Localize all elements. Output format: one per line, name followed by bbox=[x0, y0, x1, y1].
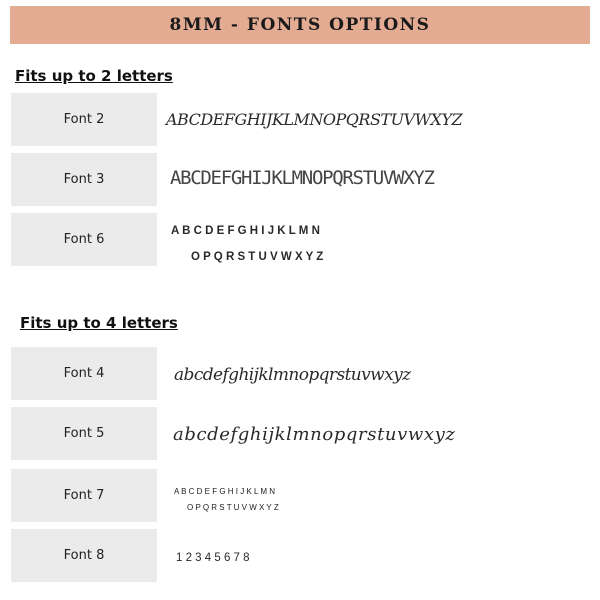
section-title-2-letters: Fits up to 2 letters bbox=[15, 67, 173, 85]
font-4-label: Font 4 bbox=[11, 347, 157, 400]
page-banner bbox=[10, 6, 590, 44]
font-6-sample-line2: O P Q R S T U V W X Y Z bbox=[191, 251, 324, 263]
section-title-4-letters: Fits up to 4 letters bbox=[20, 314, 178, 332]
font-2-sample: ABCDEFGHIJKLMNOPQRSTUVWXYZ bbox=[166, 110, 463, 129]
font-6-sample-line1: A B C D E F G H I J K L M N bbox=[171, 225, 320, 237]
font-8-label: Font 8 bbox=[11, 529, 157, 582]
font-3-label: Font 3 bbox=[11, 153, 157, 206]
font-3-sample: ABCDEFGHIJKLMNOPQRSTUVWXYZ bbox=[170, 167, 434, 189]
font-7-label: Font 7 bbox=[11, 469, 157, 522]
font-5-sample: abcdefghijklmnopqrstuvwxyz bbox=[173, 424, 456, 445]
font-8-sample: 1 2 3 4 5 6 7 8 bbox=[176, 552, 250, 564]
page-title: 8MM - FONTS OPTIONS bbox=[169, 15, 431, 35]
font-2-label: Font 2 bbox=[11, 93, 157, 146]
font-7-sample-line2: O P Q R S T U V W X Y Z bbox=[187, 503, 279, 512]
font-4-sample: abcdefghijklmnopqrstuvwxyz bbox=[174, 365, 411, 385]
font-6-label: Font 6 bbox=[11, 213, 157, 266]
font-7-sample-line1: A B C D E F G H I J K L M N bbox=[174, 487, 276, 496]
font-5-label: Font 5 bbox=[11, 407, 157, 460]
